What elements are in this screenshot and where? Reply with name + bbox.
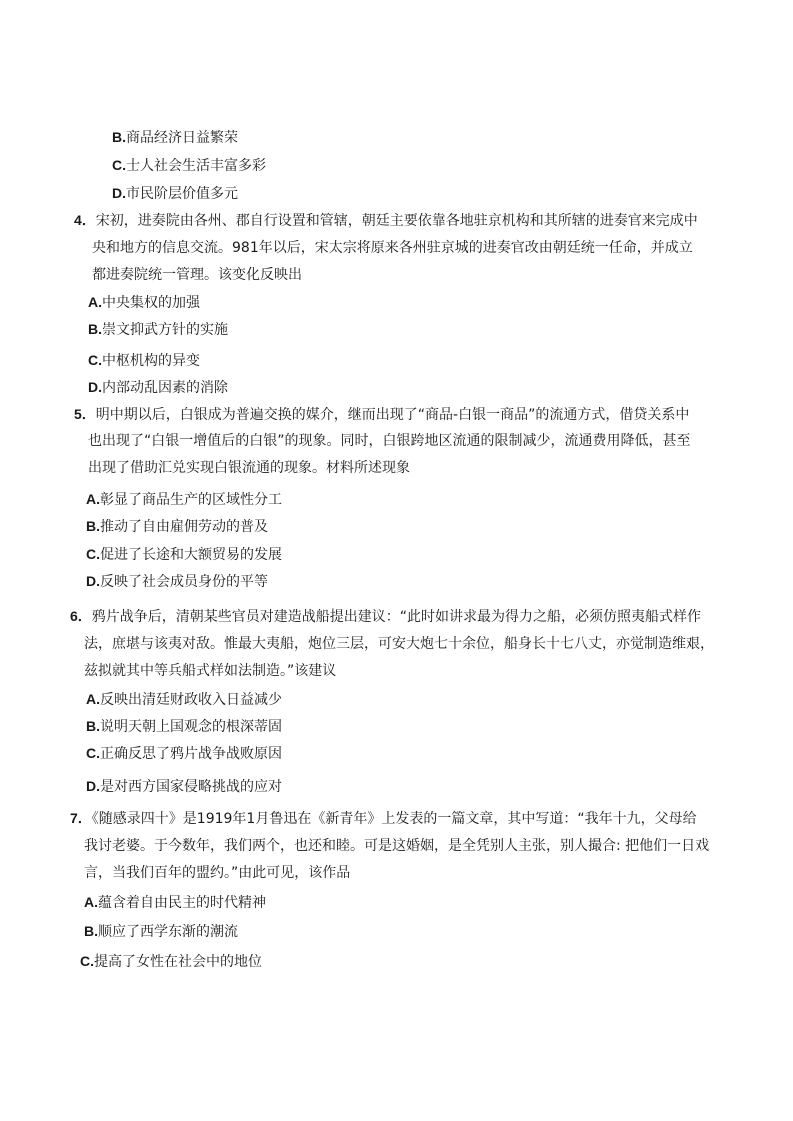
option-text: 中央集权的加强 bbox=[102, 295, 200, 311]
option-letter: B. bbox=[84, 923, 98, 939]
question-7-option-b bbox=[84, 921, 238, 942]
stem-text: 《随感录四十》是1919年1月鲁迅在《新青年》上发表的一篇文章，其中写道：“我年十九，父母给 bbox=[91, 811, 697, 827]
stem-text: 宋初，进奏院由各州、郡自行设置和管辖，朝廷主要依靠各地驻京机构和其所辖的进奏官来完成中 bbox=[95, 213, 698, 229]
option-text: 是对西方国家侵略挑战的应对 bbox=[100, 779, 282, 795]
option-letter: D. bbox=[86, 778, 100, 794]
option-text: 市民阶层价值多元 bbox=[126, 186, 238, 202]
option-text: 中枢机构的异变 bbox=[102, 353, 200, 369]
option-letter: D. bbox=[88, 379, 102, 395]
option-text: 促进了长途和大额贸易的发展 bbox=[100, 547, 282, 563]
question-6-stem-line-3: 兹拟就其中等兵船式样如法制造。”该建议 bbox=[84, 663, 337, 679]
option-c-prev bbox=[112, 155, 266, 176]
question-6-option-b bbox=[86, 716, 282, 737]
option-letter: A. bbox=[86, 491, 100, 507]
question-4-option-a bbox=[88, 292, 200, 313]
stem-text: 明中期以后，白银成为普遍交换的媒介，继而出现了“商品-白银一商品”的流通方式，借贷关系中 bbox=[95, 407, 690, 423]
question-5-option-c bbox=[86, 544, 282, 565]
question-5-option-b bbox=[86, 516, 268, 537]
stem-text: 鸦片战争后，清朝某些官员对建造战船提出建议：“此时如讲求最为得力之船，必须仿照夷船式样作 bbox=[91, 609, 702, 625]
question-4-stem-line-2: 央和地方的信息交流。981年以后，宋太宗将原来各州驻京城的进奏官改由朝廷统一任命，并成立 bbox=[92, 240, 693, 256]
question-5-stem-line-3: 出现了借助汇兑实现白银流通的现象。材料所述现象 bbox=[88, 460, 410, 476]
option-text: 反映了社会成员身份的平等 bbox=[100, 574, 268, 590]
option-text: 推动了自由雇佣劳动的普及 bbox=[100, 519, 268, 535]
question-4-stem-line-1 bbox=[74, 210, 698, 231]
question-5-option-d bbox=[86, 571, 268, 592]
question-7-stem-line-1 bbox=[70, 808, 697, 829]
question-7-stem-line-2: 我讨老婆。于今数年，我们两个，也还和睦。可是这婚姻，是全凭别人主张，别人撮合: 把他们一日戏 bbox=[84, 838, 710, 854]
question-5-stem-line-2: 也出现了“白银一增值后的白银”的现象。同时，白银跨地区流通的限制减少，流通费用降低，甚至 bbox=[88, 433, 691, 449]
option-letter: D. bbox=[112, 185, 126, 201]
question-4-option-c bbox=[88, 350, 200, 371]
option-letter: A. bbox=[84, 894, 98, 910]
option-text: 反映出清廷财政收入日益减少 bbox=[100, 692, 282, 708]
question-7-option-c bbox=[80, 951, 262, 972]
question-7-option-a bbox=[84, 892, 266, 913]
option-letter: B. bbox=[88, 321, 102, 337]
question-4-stem-line-3: 都进奏院统一管理。该变化反映出 bbox=[92, 267, 302, 283]
option-letter: C. bbox=[88, 352, 102, 368]
option-letter: B. bbox=[86, 718, 100, 734]
question-5-option-a bbox=[86, 489, 282, 510]
option-letter: A. bbox=[86, 691, 100, 707]
option-letter: C. bbox=[86, 745, 100, 761]
question-number: 7． bbox=[70, 810, 92, 826]
option-text: 士人社会生活丰富多彩 bbox=[126, 158, 266, 174]
option-letter: C. bbox=[112, 157, 126, 173]
question-6-stem-line-2: 法，庶堪与该夷对敌。惟最大夷船，炮位三层，可安大炮七十余位，船身长十七八丈，亦觉制造维艰， bbox=[84, 636, 714, 652]
option-text: 顺应了西学东渐的潮流 bbox=[98, 924, 238, 940]
option-letter: A. bbox=[88, 294, 102, 310]
option-text: 商品经济日益繁荣 bbox=[126, 130, 238, 146]
option-letter: C. bbox=[80, 953, 94, 969]
question-number: 5． bbox=[74, 406, 96, 422]
option-text: 说明天朝上国观念的根深蒂固 bbox=[100, 719, 282, 735]
option-text: 崇文抑武方针的实施 bbox=[102, 322, 228, 338]
question-number: 6． bbox=[70, 608, 92, 624]
question-6-stem-line-1 bbox=[70, 606, 701, 627]
option-text: 正确反思了鸦片战争战败原因 bbox=[100, 746, 282, 762]
question-4-option-b bbox=[88, 319, 228, 340]
option-letter: C. bbox=[86, 546, 100, 562]
question-4-option-d bbox=[88, 377, 228, 398]
question-6-option-c bbox=[86, 743, 282, 764]
option-letter: D. bbox=[86, 573, 100, 589]
option-text: 蕴含着自由民主的时代精神 bbox=[98, 895, 266, 911]
option-letter: B. bbox=[112, 129, 126, 145]
option-d-prev bbox=[112, 183, 238, 204]
question-7-stem-line-3: 言，当我们百年的盟约。”由此可见，该作品 bbox=[84, 865, 351, 881]
option-letter: B. bbox=[86, 518, 100, 534]
question-6-option-a bbox=[86, 689, 282, 710]
option-b-prev bbox=[112, 127, 238, 148]
option-text: 内部动乱因素的消除 bbox=[102, 380, 228, 396]
question-5-stem-line-1 bbox=[74, 404, 689, 425]
question-6-option-d bbox=[86, 776, 282, 797]
option-text: 提高了女性在社会中的地位 bbox=[94, 954, 262, 970]
option-text: 彰显了商品生产的区域性分工 bbox=[100, 492, 282, 508]
question-number: 4． bbox=[74, 212, 96, 228]
